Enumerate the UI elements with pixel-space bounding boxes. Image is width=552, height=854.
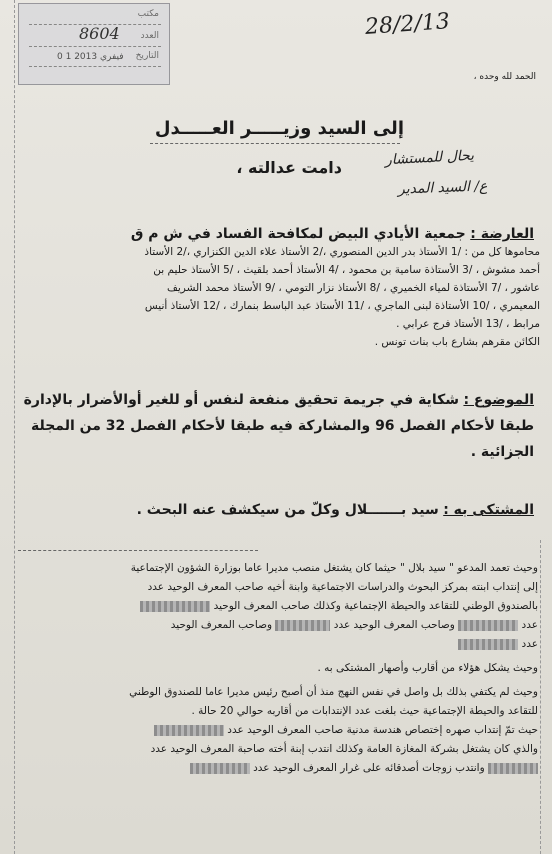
stamp-date-label: التاريخ [135,51,159,61]
stamp-date-value: 0 1 فيفري 2013 [57,52,124,62]
stamp-number-label: العدد [140,31,159,41]
redacted-id [458,639,518,650]
handwritten-date: 28/2/13 [364,9,451,40]
lawyers-line-1: محاموها كل من : /1 الأستاذ بدر الدين المنصوري ،/2 الأستاذ علاء الدين الكنزاري ،/2 الأستاذ [144,246,540,258]
complainant-address: الكائن مقرهم بشارع باب بنات تونس . [374,336,540,348]
accused-label: المشتكى به : [443,502,534,518]
body-p3-line-1: وحيث لم يكتفي بذلك بل واصل في نفس النهج منذ أن أصبح رئيس مديرا عاما للصندوق الوطني [129,686,538,698]
subject-label: الموضوع : [463,392,534,408]
body-p1-line-5: عدد [458,638,538,650]
complainant-label: العارضة : [470,226,534,242]
margin-line [540,540,541,854]
lawyers-line-5: مرابط ، /13 الأستاذ فرج عرابي . [396,318,540,330]
stamp-office-label: مكتب [137,9,159,19]
subject-text-2: طبقا لأحكام الفصل 96 والمشاركة فيه طبقا لأحكام الفصل 32 من المجلة [31,418,534,434]
redacted-id [190,763,250,774]
addressee-underline [150,143,400,144]
body-p4-line-1: حيث تمّ إنتداب صهره إختصاص هندسة مدنية صاحب المعرف الوحيد عدد [154,724,538,736]
body-p3-line-2: للتقاعد والحيطة الإجتماعية حيث بلغت عدد الإنتدابات من أقاربه حوالي 20 حالة . [191,705,538,717]
redacted-id [140,601,210,612]
subject-text-1: شكاية في جريمة تحقيق منفعة لنفس أو للغير أوالأضرار بالإدارة [23,392,459,408]
redacted-id [275,620,330,631]
lawyers-line-3: عاشور ، /7 الأستاذة لمياء الخميري ، /8 الأستاذ نزار التومي ، /9 الأستاذ محمد الشريف [167,282,540,294]
separator [18,550,258,551]
accused-value: سيد بـــــــلال وكلّ من سيكشف عنه البحث . [136,502,439,518]
redacted-id [458,620,518,631]
handwritten-note-2: ع/ السيد المدير [397,178,488,198]
redacted-id [488,763,538,774]
reception-stamp [18,3,170,85]
lawyers-line-2: أحمد مشوش ، /3 الأستاذة سامية بن محمود ، /4 الأستاذ أحمد بلقيث ، /5 الأستاذ حليم بن [153,264,540,276]
salutation: دامت عدالته ، [236,158,342,177]
body-p1-line-3: بالصندوق الوطني للتقاعد والحيطة الإجتماعية وكذلك صاحب المعرف الوحيد [140,600,538,612]
basmala: الحمد لله وحده ، [473,72,536,82]
accused-line [137,502,534,518]
stamp-number-value: 8604 [79,24,120,43]
handwritten-note-1: يحال للمستشار [384,147,475,169]
body-p1-line-2: إلى إنتداب ابنته بمركز البحوث والدراسات الاجتماعية وابنة أخيه صاحب المعرف الوحيد عدد [147,581,538,593]
complainant-value: جمعية الأيادي البيض لمكافحة الفساد في ش م ق [130,226,466,242]
body-p1-line-1: وحيث تعمد المدعو " سيد بلال " حيثما كان يشتغل منصب مديرا عاما بوزارة الشؤون الإجتماعية [130,562,538,574]
body-p2: وحيث يشكل هؤلاء من أقارب وأصهار المشتكى به . [317,662,538,674]
complainant-line [131,226,534,242]
body-p4-line-3: وانتدب زوجات أصدقائه على غرار المعرف الوحيد عدد [190,762,538,774]
body-p4-line-2: والذي كان يشتغل بشركة المغازة العامة وكذلك انتدب إبنة أخته صاحبة المعرف الوحيد عدد [150,743,538,755]
subject-line-1 [24,392,534,408]
addressee: إلى السيد وزيـــــر العـــــدل [154,118,404,139]
lawyers-line-4: المعيمري ، /10 الأستاذة لبنى الماجري ، /11 الأستاذ عبد الباسط بنمارك ، /12 الأستاذ أنيس [144,300,540,312]
body-p1-line-4: عدد وصاحب المعرف الوحيد عدد وصاحب المعرف الوحيد [170,619,538,631]
redacted-id [154,725,224,736]
subject-text-3: الجزائية . [470,444,534,460]
fold-line [14,0,15,854]
